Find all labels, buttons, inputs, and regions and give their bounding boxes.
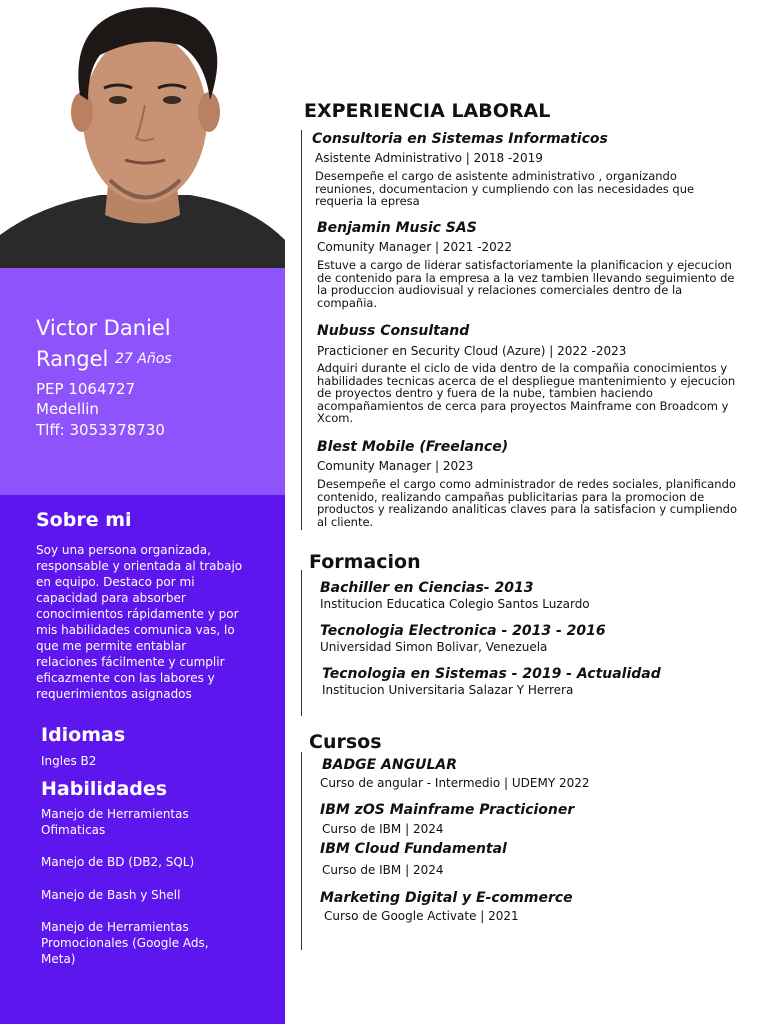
skill-item: Manejo de BD (DB2, SQL)	[41, 855, 195, 869]
course-detail: Curso de Google Activate | 2021	[324, 909, 519, 923]
experience-description: Desempeñe el cargo como administrador de redes sociales, planificando contenido, realizando campañas publicitarias para la promocion de productos y realizando analiticas claves para la satisfacion y cumpliendo al cliente.	[317, 477, 737, 529]
pep-number: PEP 1064727	[36, 380, 136, 398]
experience-company: Benjamin Music SAS	[317, 220, 477, 236]
course-name: BADGE ANGULAR	[322, 757, 458, 773]
last-name: Rangel	[36, 347, 109, 371]
experience-description: Adquiri durante el ciclo de vida dentro de la compañia conocimientos y habilidades tecnicas acerca de el despliegue mantenimiento y ejecucion de proyectos dentro y fuera de la nube, tambien haciendo acompañamientos de cerca para proyectos Mainframe con Broadcom y Xcom.	[317, 361, 736, 426]
experience-timeline	[301, 130, 302, 530]
courses-title: Cursos	[309, 731, 382, 753]
course-name: Marketing Digital y E-commerce	[320, 890, 573, 906]
education-title: Formacion	[309, 551, 421, 573]
education-degree: Tecnologia Electronica - 2013 - 2016	[320, 623, 606, 639]
experience-description: Desempeñe el cargo de asistente administrativo , organizando reuniones, documentacion y cumpliendo con las necesidades que requeria la epresa	[315, 169, 695, 209]
courses-timeline	[301, 752, 302, 950]
experience-role: Practicioner en Security Cloud (Azure) | 2022 -2023	[317, 344, 627, 358]
sidebar	[0, 0, 285, 1024]
experience-company: Blest Mobile (Freelance)	[317, 439, 509, 455]
skill-item: Manejo de Bash y Shell	[41, 888, 181, 902]
identity-panel	[0, 268, 285, 495]
course-detail: Curso de IBM | 2024	[322, 822, 444, 836]
city: Medellin	[36, 400, 99, 418]
age: 27 Años	[115, 351, 172, 367]
education-degree: Tecnologia en Sistemas - 2019 - Actualidad	[322, 666, 661, 682]
education-institution: Institucion Educatica Colegio Santos Luzardo	[320, 597, 590, 611]
languages-title: Idiomas	[41, 724, 126, 746]
education-timeline	[301, 570, 302, 716]
profile-photo	[0, 0, 285, 268]
education-institution: Institucion Universitaria Salazar Y Herrera	[322, 683, 574, 697]
about-panel	[0, 495, 285, 1024]
language-item: Ingles B2	[41, 754, 97, 768]
skills-title: Habilidades	[41, 778, 168, 800]
education-institution: Universidad Simon Bolivar, Venezuela	[320, 640, 548, 654]
experience-role: Comunity Manager | 2023	[317, 459, 474, 473]
experience-description: Estuve a cargo de liderar satisfactoriamente la planificacion y ejecucion de contenido para la empresa a la vez tambien llevando seguimiento de la produccion audiovisual y relaciones comerciales dentro de la compañia.	[317, 258, 735, 310]
experience-role: Asistente Administrativo | 2018 -2019	[315, 151, 543, 165]
course-name: IBM Cloud Fundamental	[320, 841, 507, 857]
skill-item: Manejo de Herramientas Ofimaticas	[41, 807, 189, 837]
phone: Tlff: 3053378730	[36, 421, 165, 439]
about-title: Sobre mi	[36, 509, 132, 531]
experience-title: EXPERIENCIA LABORAL	[304, 100, 551, 122]
experience-company: Nubuss Consultand	[317, 323, 470, 339]
experience-company: Consultoria en Sistemas Informaticos	[312, 131, 608, 147]
skill-item: Manejo de Herramientas Promocionales (Google Ads, Meta)	[41, 920, 209, 966]
education-degree: Bachiller en Ciencias- 2013	[320, 580, 534, 596]
course-detail: Curso de angular - Intermedio | UDEMY 2022	[320, 776, 590, 790]
course-name: IBM zOS Mainframe Practicioner	[320, 802, 575, 818]
about-text: Soy una persona organizada, responsable y orientada al trabajo en equipo. Destaco por mi capacidad para absorber conocimientos rápidamente y por mis habilidades comunica vas, lo que me permite entablar relaciones fácilmente y cumplir eficazmente con las labores y requerimientos asignados	[36, 543, 243, 701]
course-detail: Curso de IBM | 2024	[322, 863, 444, 877]
experience-role: Comunity Manager | 2021 -2022	[317, 240, 513, 254]
first-name: Victor Daniel	[36, 316, 171, 340]
